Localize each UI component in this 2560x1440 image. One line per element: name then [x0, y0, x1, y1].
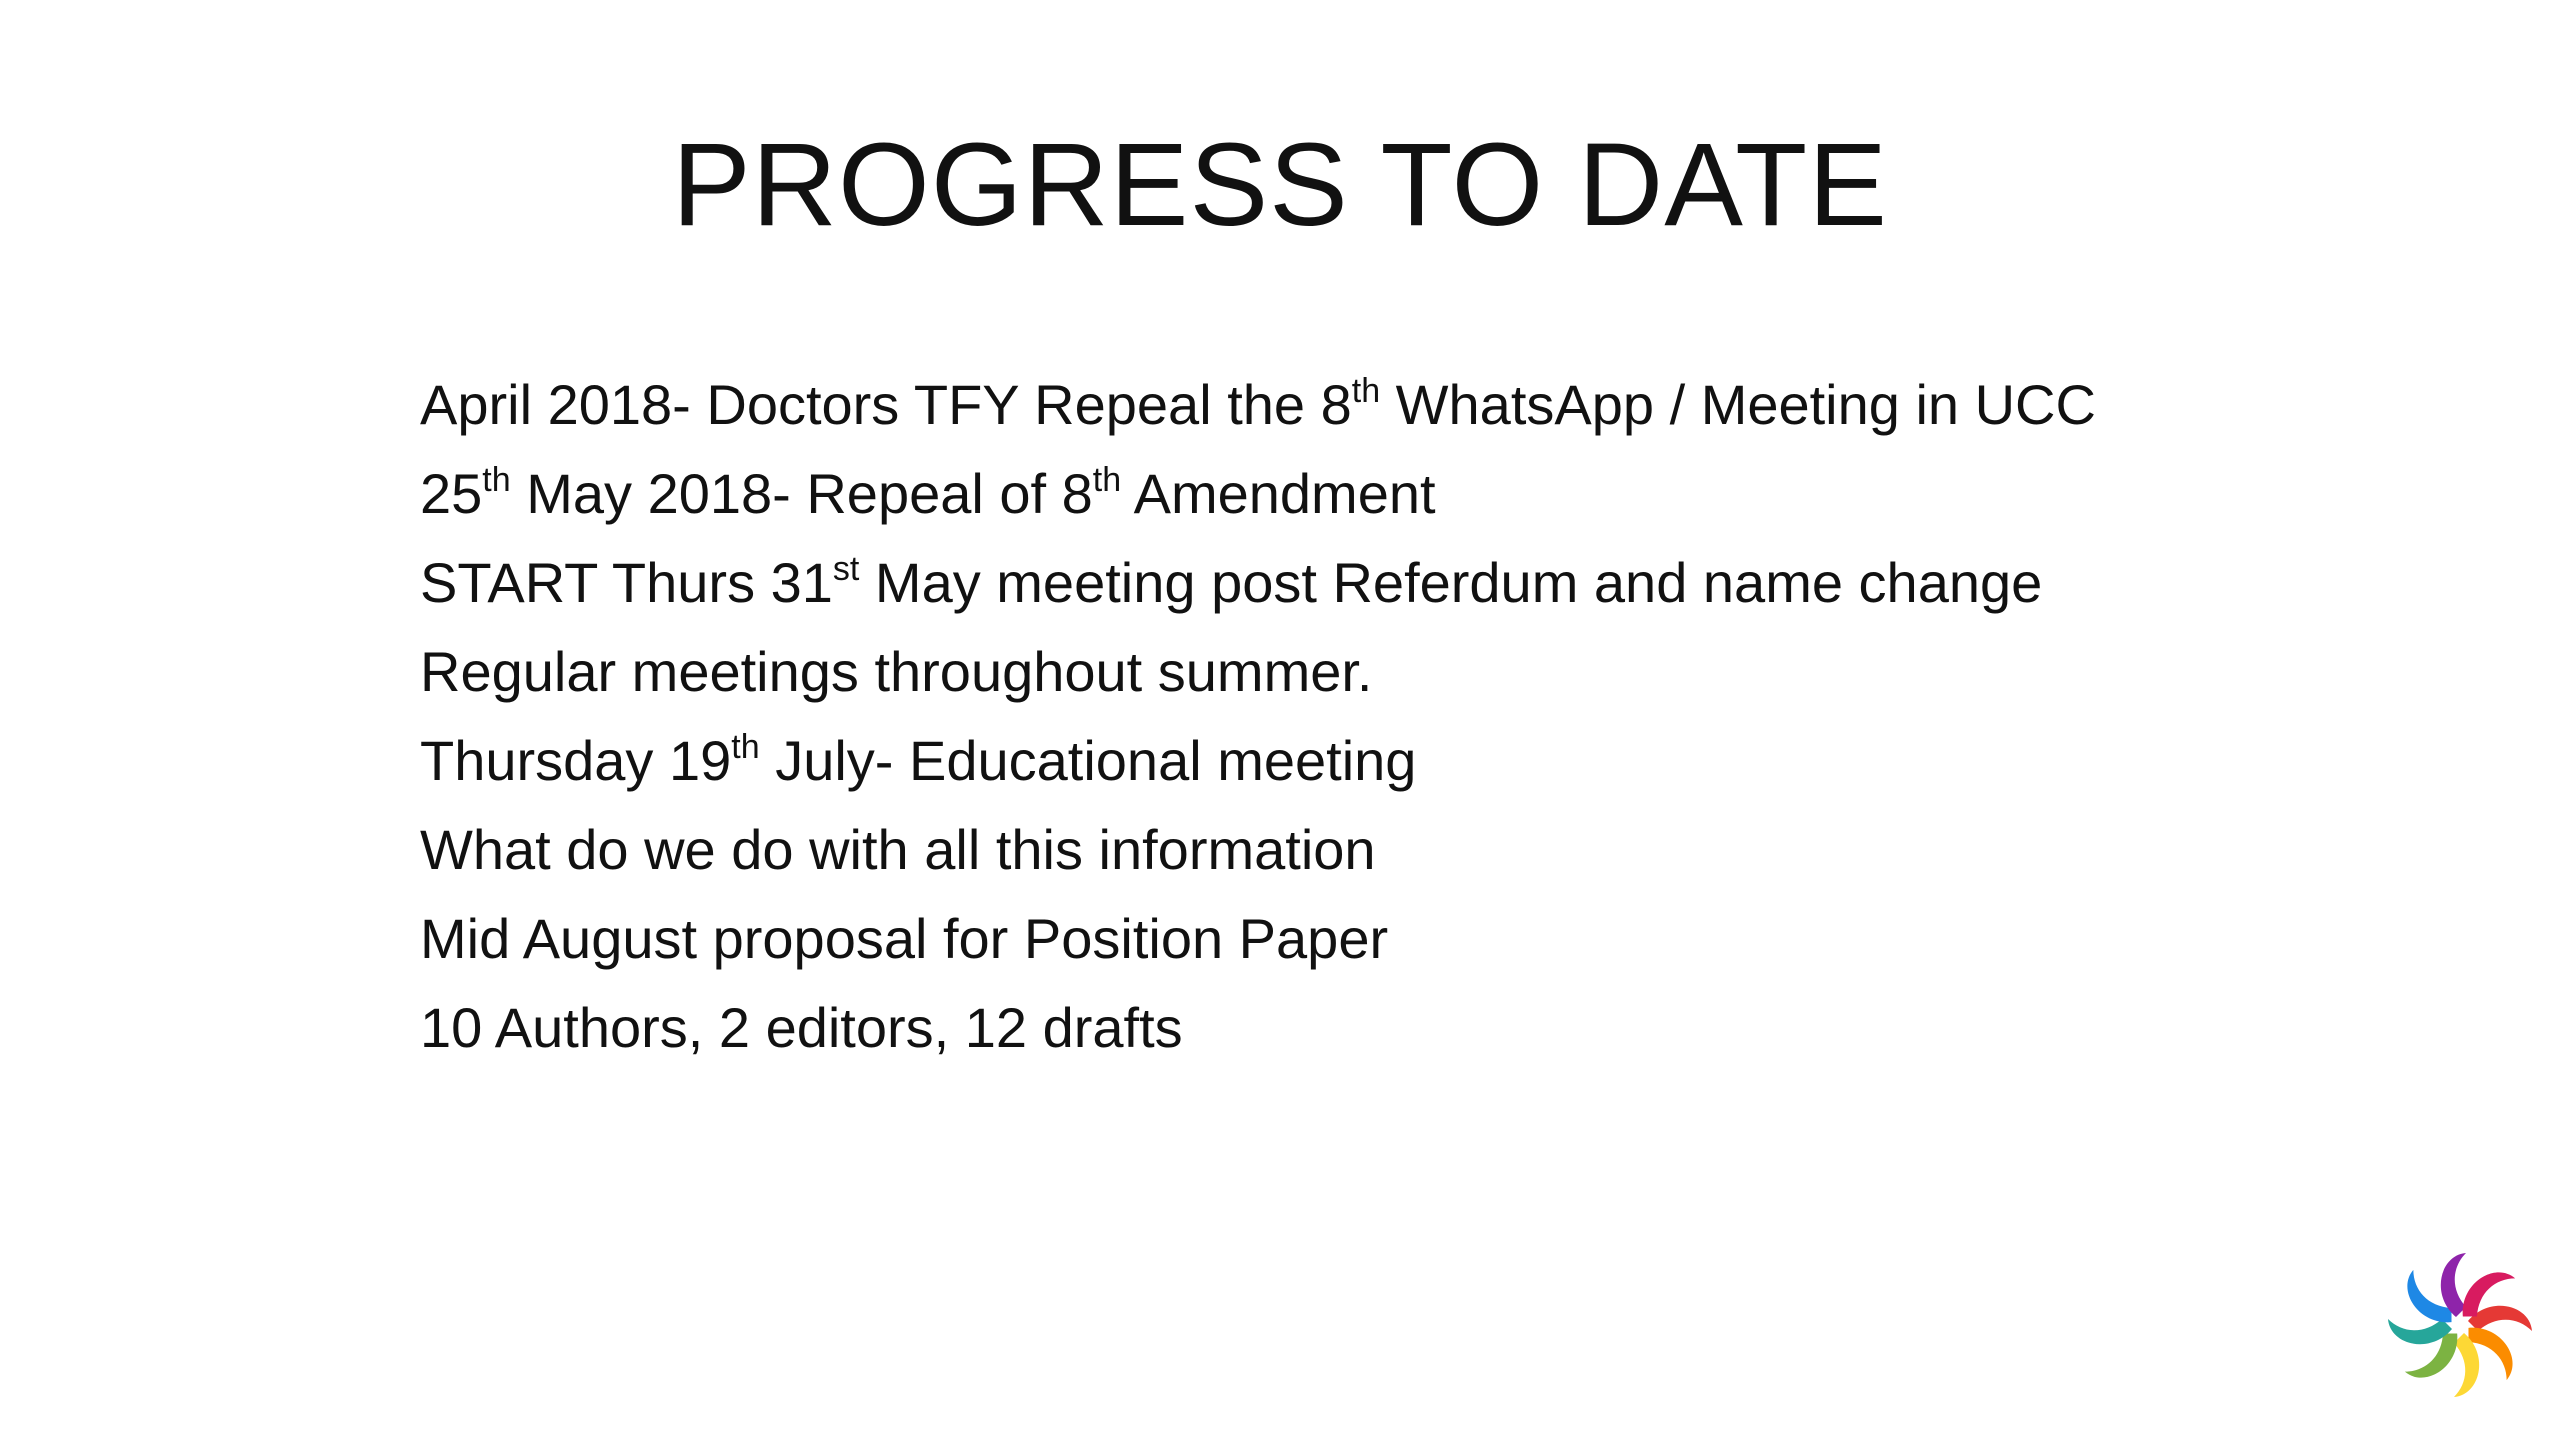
slide-title: PROGRESS TO DATE: [672, 119, 1888, 251]
list-item: Mid August proposal for Position Paper: [420, 907, 1389, 970]
pinwheel-logo-icon: [2380, 1245, 2540, 1405]
list-item: 10 Authors, 2 editors, 12 drafts: [420, 996, 1183, 1059]
list-item: What do we do with all this information: [420, 818, 1376, 881]
list-item: Regular meetings throughout summer.: [420, 640, 1373, 703]
list-item: Thursday 19th July- Educational meeting: [420, 728, 1417, 792]
list-item: START Thurs 31st May meeting post Referdum and name change: [420, 550, 2043, 614]
list-item: 25th May 2018- Repeal of 8th Amendment: [420, 461, 1436, 525]
list-item: April 2018- Doctors TFY Repeal the 8th WhatsApp / Meeting in UCC: [420, 372, 2096, 436]
progress-list: [420, 360, 2470, 1072]
